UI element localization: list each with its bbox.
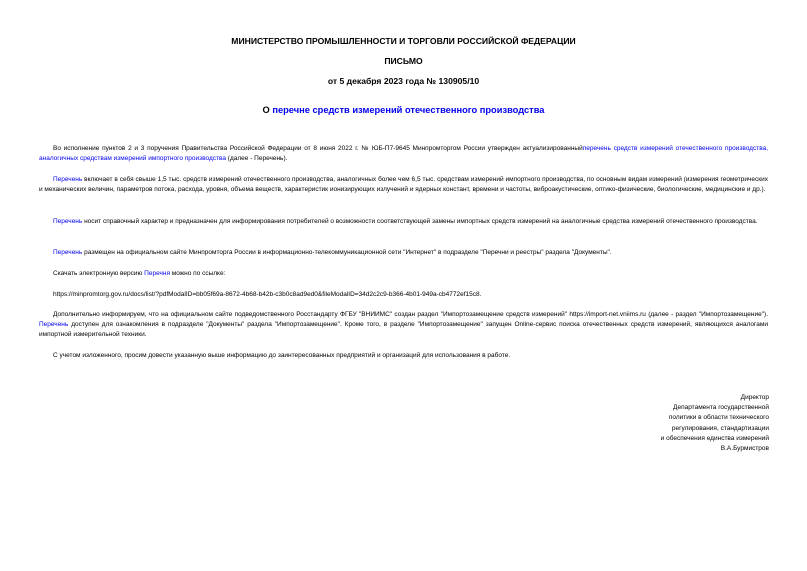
signer-name: В.А.Бурмистров bbox=[720, 445, 769, 453]
p4-text: размещен на официальном сайте Минпромторга России в информационно-телекоммуникационной сети "Интернет" в подразделе "Перечни и реестры" раздела "Документы". bbox=[82, 249, 612, 256]
ministry-heading: МИНИСТЕРСТВО ПРОМЫШЛЕННОСТИ И ТОРГОВЛИ РОССИЙСКОЙ ФЕДЕРАЦИИ bbox=[231, 36, 576, 46]
p7-text2: доступен для ознакомления в подразделе "Документы" раздела "Импортозамещение". Кроме того, в разделе "Импортозамещение" запущен Online-сервис поиска отечественных средств измерений, являющихся аналогами импортной измерительной техники. bbox=[39, 321, 768, 339]
p7-link[interactable]: Перечень bbox=[39, 321, 69, 329]
signature-line-1: Директор bbox=[740, 394, 769, 401]
p3-link[interactable]: Перечень bbox=[53, 218, 83, 225]
paragraph-4 bbox=[39, 248, 768, 258]
p1-link[interactable]: перечень средств измерений отечественного производства, аналогичных средствам измерений импортного производства bbox=[39, 145, 768, 163]
signature-line-3: политики в области технического bbox=[668, 414, 769, 422]
download-url[interactable]: https://minpromtorg.gov.ru/docs/list/?pdfModalID=bb05f69a-8672-4b68-b42b-c3b0c8ad9ed0&fileModalID=34d2c2c9-b366-4b01-949a-cb4772ef15c8. bbox=[53, 291, 482, 298]
signature-block bbox=[661, 393, 769, 454]
signature-line-5: и обеспечения единства измерений bbox=[660, 434, 769, 442]
p1-text2: (далее - Перечень). bbox=[225, 155, 288, 163]
p5-text2: можно по ссылке: bbox=[169, 270, 226, 277]
title-prefix: О bbox=[262, 105, 273, 115]
signature-line-2: Департамента государственной bbox=[673, 404, 769, 412]
document-type: ПИСЬМО bbox=[384, 56, 423, 66]
p2-link[interactable]: Перечень bbox=[53, 176, 83, 183]
paragraph-7 bbox=[39, 310, 768, 341]
p4-link[interactable]: Перечень bbox=[53, 249, 83, 256]
p5-text1: Скачать электронную версию bbox=[53, 270, 145, 277]
paragraph-2 bbox=[39, 175, 768, 195]
signature-line-4: регулирования, стандартизации bbox=[671, 424, 769, 432]
p1-text1: Во исполнение пунктов 2 и 3 поручения Правительства Российской Федерации от 8 июня 2022 г. № ЮБ-П7-9645 Минпромторгом России утвержден актуализированный bbox=[53, 145, 583, 152]
paragraph-8 bbox=[39, 351, 768, 361]
p5-link[interactable]: Перечня bbox=[144, 270, 170, 277]
paragraph-3 bbox=[39, 217, 768, 227]
paragraph-5 bbox=[39, 269, 768, 279]
title-link[interactable]: перечне средств измерений отечественного производства bbox=[272, 105, 545, 115]
paragraph-6 bbox=[39, 290, 768, 300]
p8-text: С учетом изложенного, просим довести указанную выше информацию до заинтересованных предприятий и организаций для использования в работе. bbox=[53, 352, 511, 359]
p2-text: включает в себя свыше 1,5 тыс. средств измерений отечественного производства, аналогичных более чем 6,5 тыс. средствам измерений импортного производства, по основным видам измерений (измерения геометрических и механических величин, параметров потока, расхода, уровня, объема веществ, характеристик ионизирующих излучений и ядерных констант, времени и частоты, виброакустические, оптико-физические, биологические, медицинские и др.). bbox=[39, 176, 768, 194]
p7-text1: Дополнительно информируем, что на официальном сайте подведомственного Росстандарту ФГБУ "ВНИИМС" создан раздел "Импортозамещение средств измерений" https://import-net.vniims.ru (далее - раздел "Импортозамещение"). bbox=[53, 311, 768, 318]
document-title bbox=[0, 105, 807, 115]
paragraph-1 bbox=[39, 144, 768, 164]
date-number: от 5 декабря 2023 года № 130905/10 bbox=[327, 76, 480, 86]
p3-text: носит справочный характер и предназначен для информирования потребителей о возможности соответствующей замены импортных средств измерений на аналогичные средства измерений отечественного производства. bbox=[82, 218, 758, 225]
